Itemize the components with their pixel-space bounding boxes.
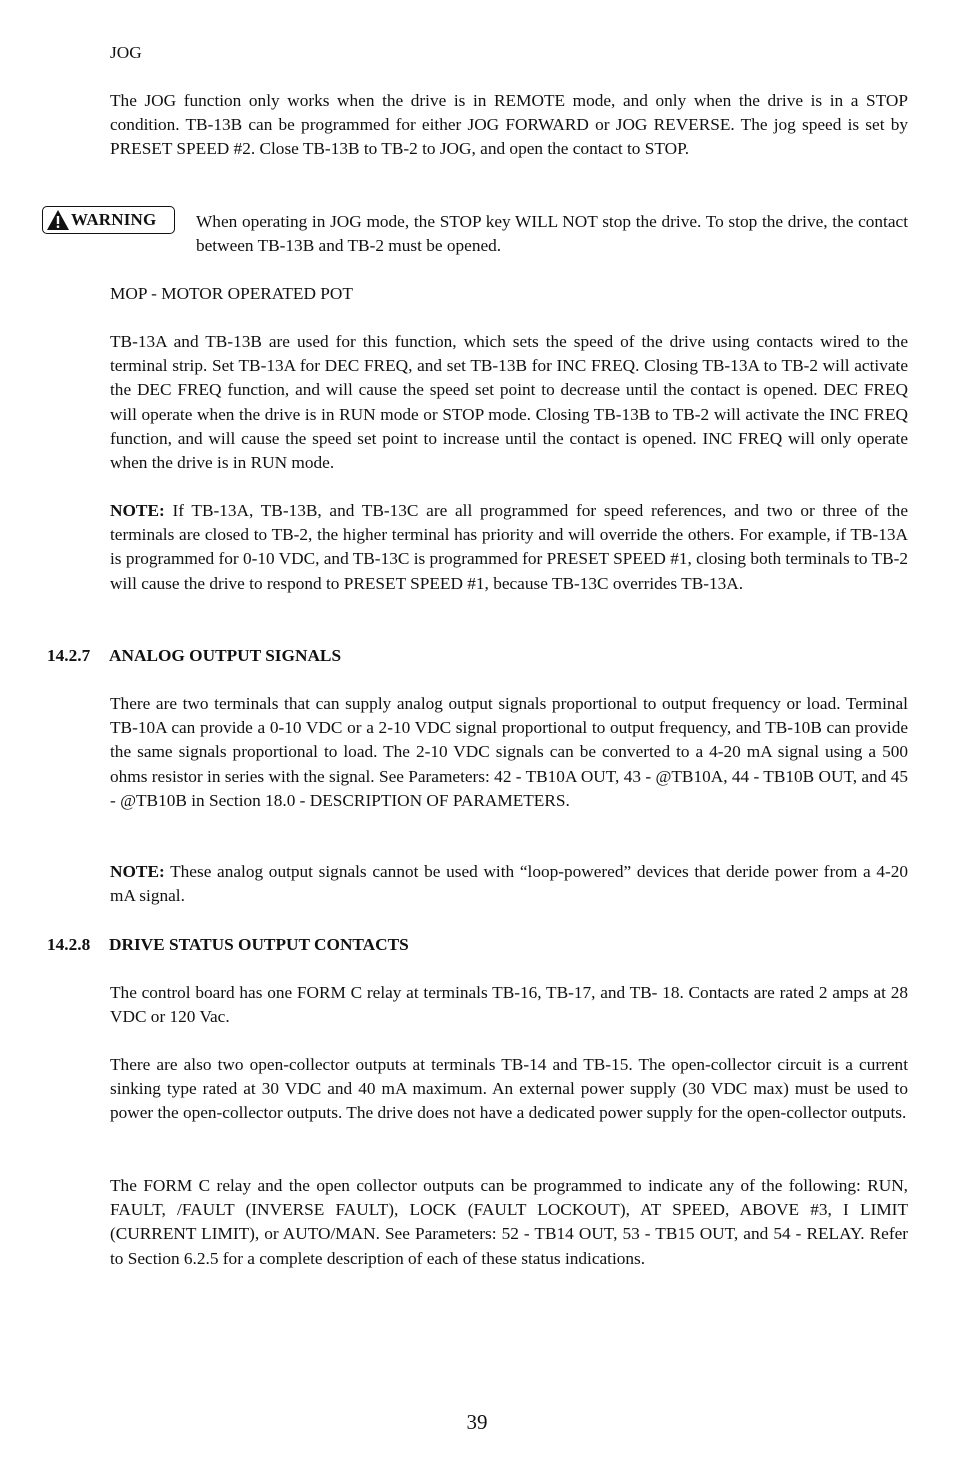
section-number: 14.2.8: [47, 935, 91, 954]
page-number: 39: [466, 1410, 488, 1434]
analog-output-note: [110, 860, 908, 908]
section-heading-14-2-8: [47, 933, 409, 957]
warning-text: When operating in JOG mode, the STOP key WILL NOT stop the drive. To stop the drive, the contact between TB-13B and TB-2 must be opened.: [196, 212, 908, 256]
mop-note: [110, 499, 908, 596]
note-text: These analog output signals cannot be used with “loop-powered” devices that deride power from a 4-20 mA signal.: [110, 862, 908, 906]
analog-output-paragraph: There are two terminals that can supply analog output signals proportional to output frequency or load. Terminal TB-10A can provide a 0-10 VDC or a 2-10 VDC signal proportional to output frequency, and TB-10B can provide the same signals proportional to load. The 2-10 VDC signals can be converted to a 4-20 mA signal using a 500 ohms resistor in series with the signal. See Parameters: 42 - TB10A OUT, 43 - @TB10A, 44 - TB10B OUT, and 45 - @TB10B in Section 18.0 - DESCRIPTION OF PARAMETERS.: [110, 694, 908, 810]
status-indication-paragraph: The FORM C relay and the open collector outputs can be programmed to indicate any of the following: RUN, FAULT, /FAULT (INVERSE FAULT), LOCK (FAULT LOCKOUT), AT SPEED, ABOVE #3, I LIMIT (CURRENT LIMIT), or AUTO/MAN. See Parameters: 52 - TB14 OUT, 53 - TB15 OUT, and 54 - RELAY. Refer to Section 6.2.5 for a complete description of each of these status indications.: [110, 1176, 908, 1268]
warning-label: WARNING: [71, 209, 157, 229]
note-label: NOTE:: [110, 501, 165, 520]
note-text: If TB-13A, TB-13B, and TB-13C are all programmed for speed references, and two or three of the terminals are closed to TB-2, the higher terminal has priority and will override the others. For example, if TB-13A is programmed for 0-10 VDC, and TB-13C is programmed for PRESET SPEED #1, closing both terminals to TB-2 will cause the drive to respond to PRESET SPEED #1, because TB-13C overrides TB-13A.: [110, 501, 908, 593]
mop-heading: MOP - MOTOR OPERATED POT: [110, 284, 353, 303]
open-collector-paragraph: There are also two open-collector outputs at terminals TB-14 and TB-15. The open-collector circuit is a current sinking type rated at 30 VDC and 40 mA maximum. An external power supply (30 VDC max) must be used to power the open-collector outputs. The drive does not have a dedicated power supply for the open-collector outputs.: [110, 1055, 908, 1123]
warning-triangle-icon: [46, 209, 70, 231]
warning-badge: [42, 206, 175, 234]
section-title: ANALOG OUTPUT SIGNALS: [109, 646, 342, 665]
jog-paragraph: The JOG function only works when the drive is in REMOTE mode, and only when the drive is in a STOP condition. TB-13B can be programmed for either JOG FORWARD or JOG REVERSE. The jog speed is set by PRESET SPEED #2. Close TB-13B to TB-2 to JOG, and open the contact to STOP.: [110, 91, 908, 159]
relay-paragraph: The control board has one FORM C relay at terminals TB-16, TB-17, and TB- 18. Contacts are rated 2 amps at 28 VDC or 120 Vac.: [110, 983, 908, 1027]
mop-paragraph: TB-13A and TB-13B are used for this function, which sets the speed of the drive using contacts wired to the terminal strip. Set TB-13A for DEC FREQ, and set TB-13B for INC FREQ. Closing TB-13A to TB-2 will activate the DEC FREQ function, and will cause the speed set point to decrease until the contact is opened. DEC FREQ will operate when the drive is in RUN mode or STOP mode. Closing TB-13B to TB-2 will activate the INC FREQ function, and will cause the speed set point to increase until the contact is opened. INC FREQ will only operate when the drive is in RUN mode.: [110, 332, 908, 473]
section-number: 14.2.7: [47, 646, 91, 665]
jog-heading: JOG: [110, 43, 142, 62]
section-title: DRIVE STATUS OUTPUT CONTACTS: [109, 935, 409, 954]
note-label: NOTE:: [110, 862, 165, 881]
section-heading-14-2-7: [47, 644, 341, 668]
